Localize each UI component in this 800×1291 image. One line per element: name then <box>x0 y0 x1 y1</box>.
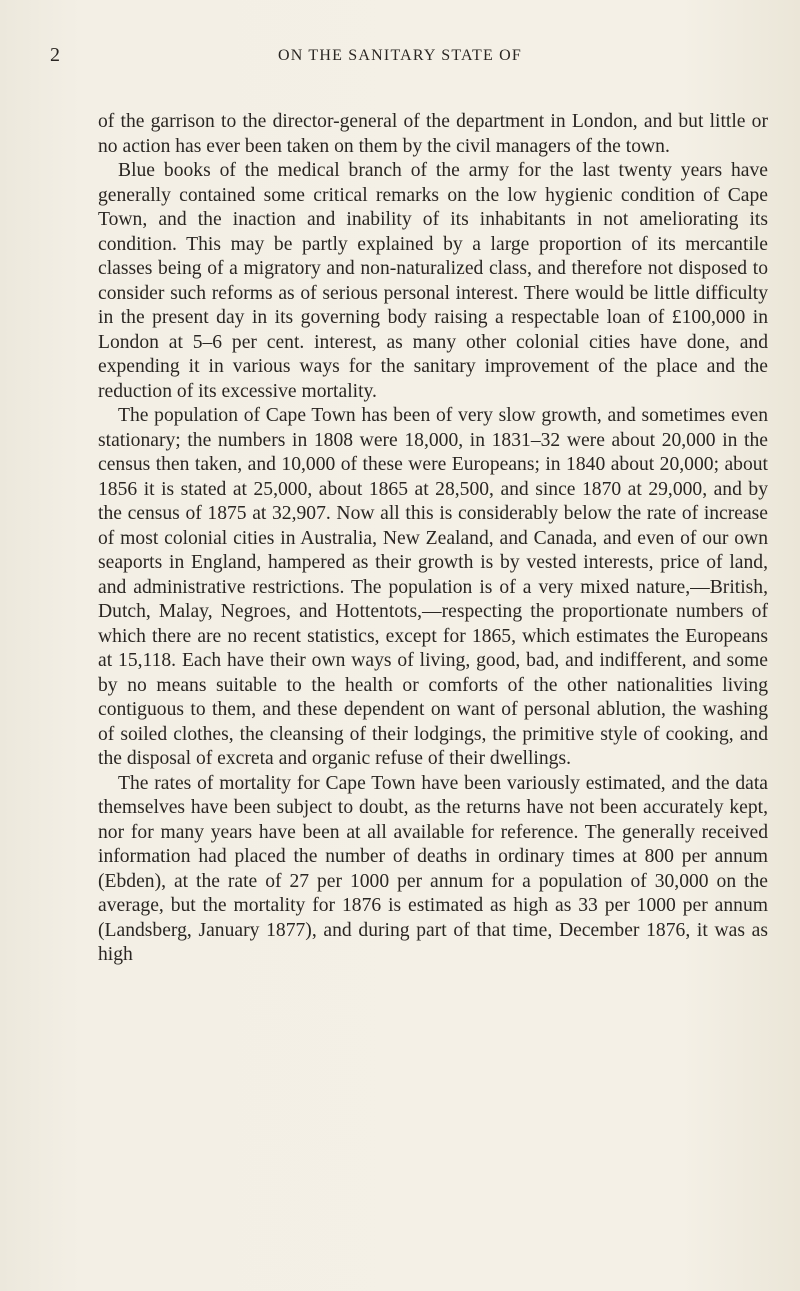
paragraph-blue-books: Blue books of the medical branch of the army for the last twenty years have generally contained some critical remarks on the low hygienic condition of Cape Town, and the inaction and inability of its inhabitants in not ameliorating its condition. This may be partly explained by a large proportion of its mercantile classes being of a migratory and non-naturalized class, and therefore not disposed to consider such reforms as of serious personal interest. There would be little difficulty in the present day in its governing body raising a respectable loan of £100,000 in London at 5–6 per cent. interest, as many other colonial cities have done, and expending it in various ways for the sanitary improvement of the place and the reduction of its excessive mortality. <box>98 160 768 402</box>
running-head: ON THE SANITARY STATE OF <box>277 47 523 64</box>
paragraph-mortality: The rates of mortality for Cape Town have been variously estimated, and the data themselves have been subject to doubt, as the returns have not been accurately kept, nor for many years have been at all available for reference. The generally received information had placed the number of deaths in ordinary times at 800 per annum (Ebden), at the rate of 27 per 1000 per annum for a population of 30,000 on the average, but the mortality for 1876 is estimated as high as 33 per 1000 per annum (Landsberg, January 1877), and during part of that time, December 1876, it was as high <box>98 772 768 965</box>
body-text <box>98 110 768 968</box>
paragraph-continuation: of the garrison to the director-general of the department in London, and but little or no action has ever been taken on them by the civil managers of the town. <box>98 111 768 157</box>
paragraph-population: The population of Cape Town has been of very slow growth, and sometimes even stationary; the numbers in 1808 were 18,000, in 1831–32 were about 20,000 in the census then taken, and 10,000 of these were Europeans; in 1840 about 20,000; about 1856 it is stated at 25,000, about 1865 at 28,500, and since 1870 at 29,000, and by the census of 1875 at 32,907. Now all this is considerably below the rate of increase of most colonial cities in Australia, New Zealand, and Canada, and even of our own seaports in England, hampered as their growth is by vested interests, price of land, and administrative restrictions. The population is of a very mixed nature,—British, Dutch, Malay, Negroes, and Hottentots,—respecting the proportionate numbers of which there are no recent statistics, except for 1865, which estimates the Europeans at 15,118. Each have their own ways of living, good, bad, and indifferent, and some by no means suitable to the health or comforts of the other nationalities living contiguous to them, and these dependent on want of personal ablution, the washing of soiled clothes, the cleansing of their lodgings, the primitive style of cooking, and the disposal of excreta and organic refuse of their dwellings. <box>98 405 768 769</box>
page-number: 2 <box>50 44 61 66</box>
page-header <box>0 44 800 74</box>
